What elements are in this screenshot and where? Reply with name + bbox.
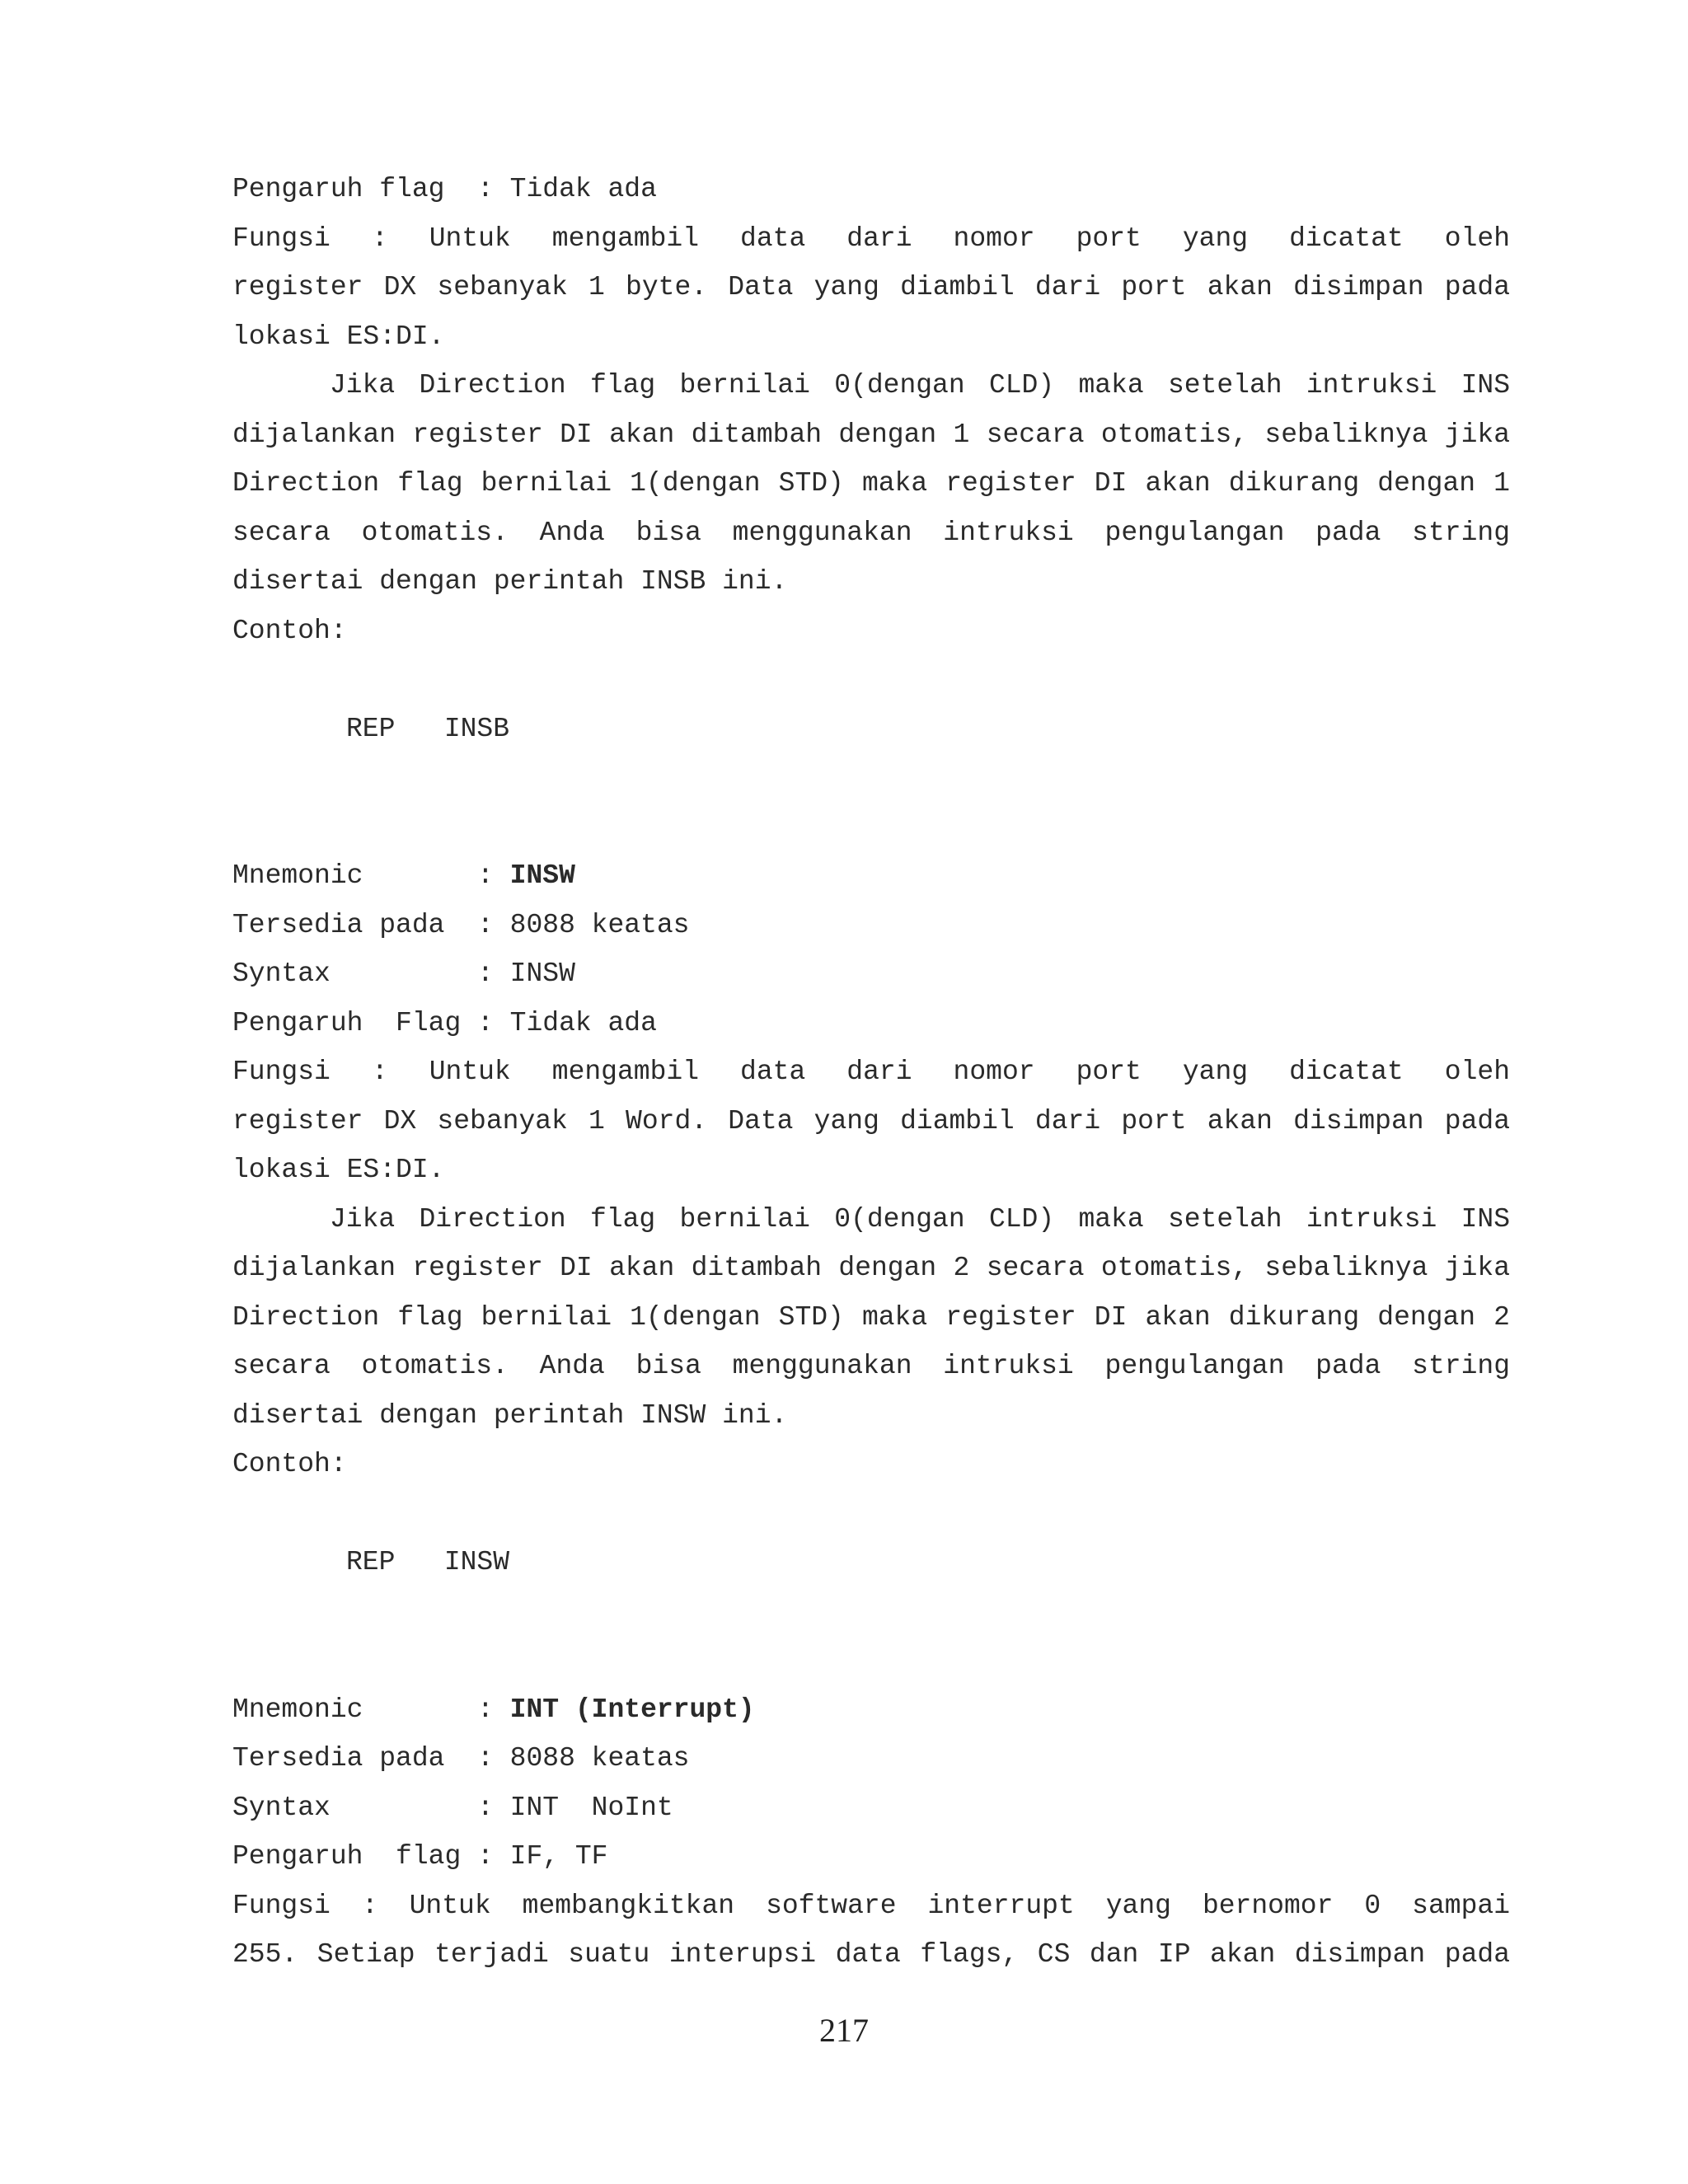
pengaruh-flag-line: Pengaruh Flag : Tidak ada xyxy=(232,1007,657,1038)
paragraph-line: disertai dengan perintah INSW ini. xyxy=(232,1399,788,1431)
page-number: 217 xyxy=(819,2012,869,2049)
syntax-line: Syntax : INSW xyxy=(232,958,575,989)
fungsi-line: register DX sebanyak 1 byte. Data yang diambil dari port akan disimpan pada xyxy=(232,272,1510,302)
spacer xyxy=(232,1489,1510,1539)
mnemonic-line xyxy=(232,1685,1510,1735)
fungsi-line: Fungsi : Untuk mengambil data dari nomor port yang dicatat oleh xyxy=(232,223,1510,254)
spacer xyxy=(232,803,1510,852)
pengaruh-flag-line: Pengaruh flag : IF, TF xyxy=(232,1841,608,1872)
paragraph-line: Jika Direction flag bernilai 0(dengan CLD) maka setelah intruksi INS xyxy=(330,1203,1510,1235)
paragraph-line: dijalankan register DI akan ditambah dengan 1 secara otomatis, sebaliknya jika xyxy=(232,419,1510,450)
spacer xyxy=(232,655,1510,705)
contoh-label: Contoh: xyxy=(232,615,347,646)
paragraph-line: secara otomatis. Anda bisa menggunakan intruksi pengulangan pada string xyxy=(232,1351,1510,1381)
section-insb xyxy=(232,165,1510,851)
paragraph-line: dijalankan register DI akan ditambah dengan 2 secara otomatis, sebaliknya jika xyxy=(232,1253,1510,1283)
mnemonic-value: INSW xyxy=(509,860,575,891)
spacer xyxy=(232,753,1510,803)
fungsi-line: 255. Setiap terjadi suatu interupsi data flags, CS dan IP akan disimpan pada xyxy=(232,1939,1510,1970)
fungsi-line: register DX sebanyak 1 Word. Data yang diambil dari port akan disimpan pada xyxy=(232,1105,1510,1137)
fungsi-line: lokasi ES:DI. xyxy=(232,321,445,352)
paragraph-line: Jika Direction flag bernilai 0(dengan CLD) maka setelah intruksi INS xyxy=(330,370,1510,401)
paragraph-line: disertai dengan perintah INSB ini. xyxy=(232,566,788,597)
mnemonic-line xyxy=(232,851,1510,901)
mnemonic-value: INT (Interrupt) xyxy=(509,1694,755,1725)
mnemonic-label: Mnemonic : xyxy=(232,1694,510,1725)
paragraph-line: Direction flag bernilai 1(dengan STD) maka register DI akan dikurang dengan 1 xyxy=(232,468,1510,499)
pengaruh-flag-line: Pengaruh flag : Tidak ada xyxy=(232,174,657,204)
fungsi-line: Fungsi : Untuk mengambil data dari nomor port yang dicatat oleh xyxy=(232,1057,1510,1087)
mnemonic-label: Mnemonic : xyxy=(232,860,510,891)
fungsi-line: Fungsi : Untuk membangkitkan software interrupt yang bernomor 0 sampai xyxy=(232,1890,1510,1921)
code-example: REP INSW xyxy=(346,1547,510,1577)
section-insw xyxy=(232,851,1510,1685)
paragraph-line: secara otomatis. Anda bisa menggunakan intruksi pengulangan pada string xyxy=(232,517,1510,548)
spacer xyxy=(232,1587,1510,1637)
fungsi-line: lokasi ES:DI. xyxy=(232,1155,445,1185)
contoh-label: Contoh: xyxy=(232,1449,347,1479)
section-int xyxy=(232,1685,1510,1980)
paragraph-line: Direction flag bernilai 1(dengan STD) maka register DI akan dikurang dengan 2 xyxy=(232,1301,1510,1333)
tersedia-line: Tersedia pada : 8088 keatas xyxy=(232,1743,690,1774)
code-example: REP INSB xyxy=(346,713,510,744)
tersedia-line: Tersedia pada : 8088 keatas xyxy=(232,909,690,940)
syntax-line: Syntax : INT NoInt xyxy=(232,1792,673,1823)
spacer xyxy=(232,1636,1510,1685)
document-page xyxy=(232,165,1510,1980)
